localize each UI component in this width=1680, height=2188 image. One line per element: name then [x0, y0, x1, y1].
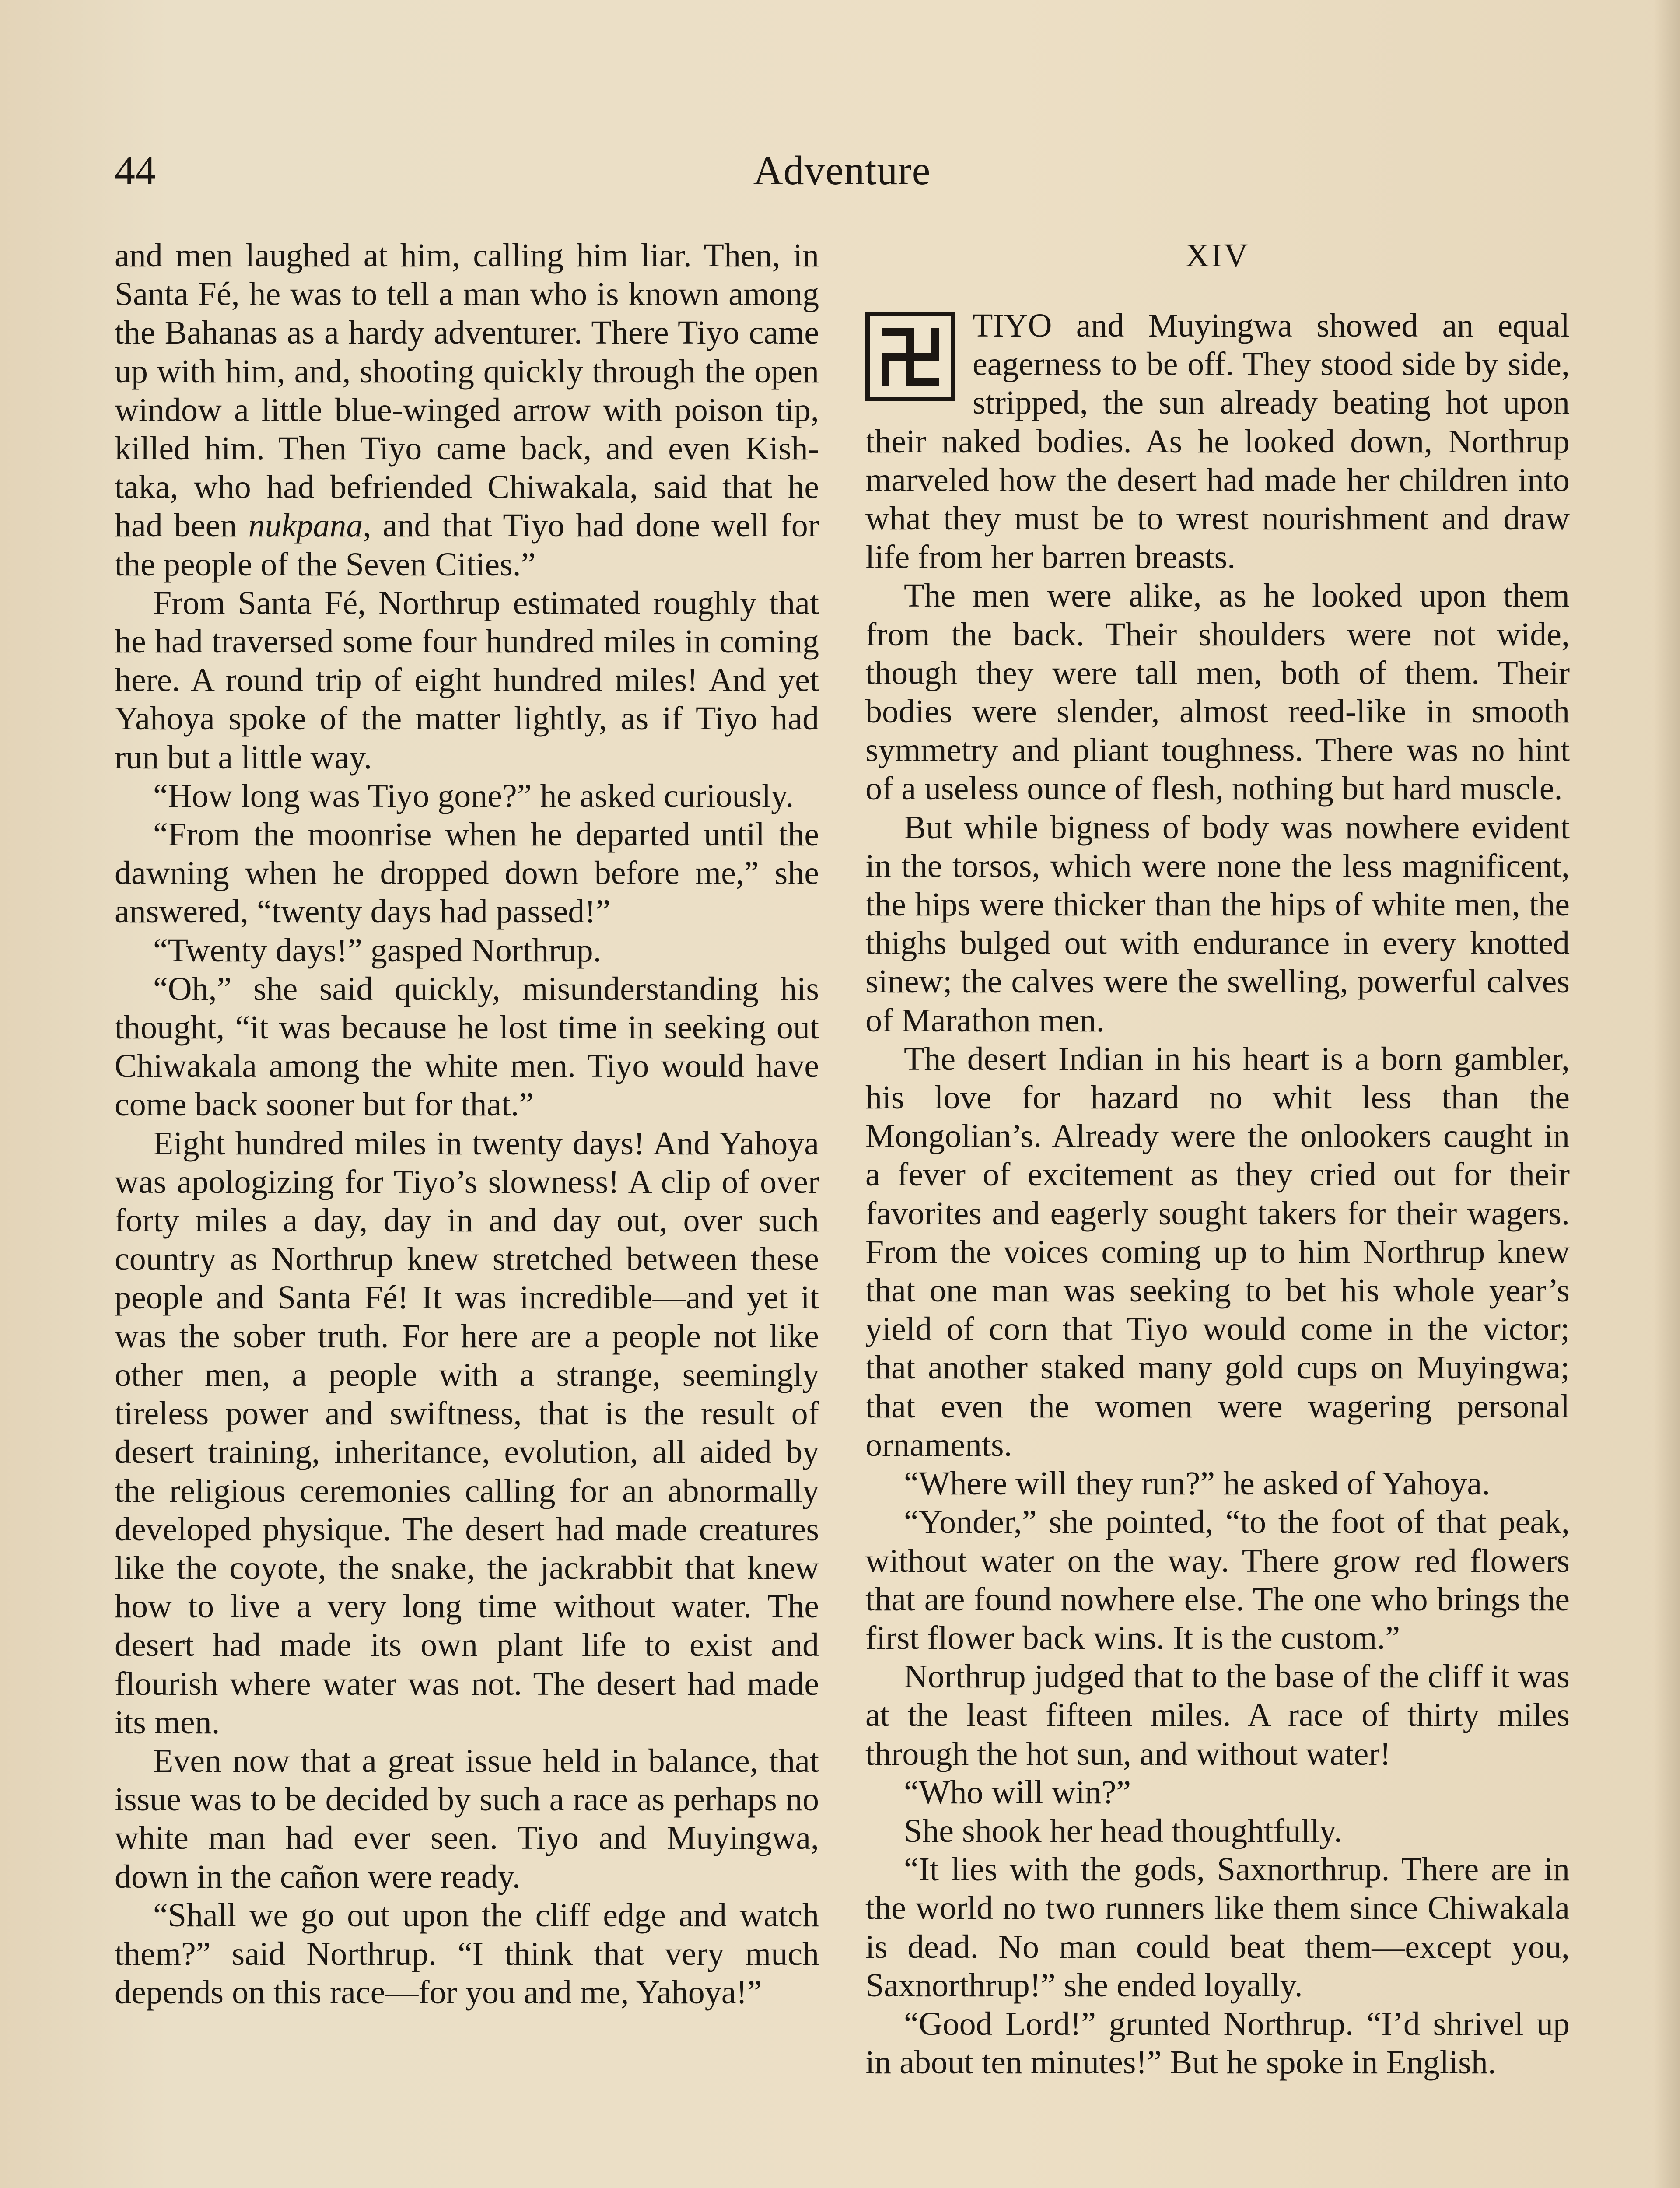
paragraph: She shook her head thoughtfully.	[904, 1812, 1342, 1849]
paragraph	[115, 236, 819, 584]
paragraph	[865, 306, 1570, 576]
paragraph: “Who will win?”	[904, 1774, 1131, 1811]
paragraph: Northrup judged that to the base of the cliff it was at the least fifteen miles. A race of thirty miles through the hot sun, and without water!	[865, 1658, 1570, 1772]
paragraph: “Yonder,” she pointed, “to the foot of that peak, without water on the way. There grow red flowers that are found nowhere else. The one who brings the first flower back wins. It is the custom.”	[865, 1504, 1570, 1656]
paragraph: From Santa Fé, Northrup estimated roughly that he had traversed some four hundred miles in coming here. A round trip of eight hundred miles! And yet Yahoya spoke of the matter lightly, as if Tiyo had run but a little way.	[115, 584, 819, 776]
paragraph: Eight hundred miles in twenty days! And Yahoya was apologizing for Tiyo’s slowness! A clip of over forty miles a day, day in and day out, over such country as Northrup knew stretched between these people and Santa Fé! It was incredible—and yet it was the sober truth. For here are a people not like other men, a people with a strange, seemingly tireless power and swiftness, that is the result of desert training, inheritance, evolution, all aided by the religious ceremonies calling for an abnormally developed physique. The desert had made creatures like the coyote, the snake, the jackrabbit that knew how to live a very long time without water. The desert had made its own plant life to exist and flourish where water was not. The desert had made its men.	[115, 1125, 819, 1741]
paragraph: “Good Lord!” grunted Northrup. “I’d shrivel up in about ten minutes!” But he spoke in English.	[865, 2005, 1570, 2081]
paragraph-text: and men laughed at him, calling him liar. Then, in Santa Fé, he was to tell a man who is known among the Bahanas as a hardy adventurer. There Tiyo came up with him, and, shooting quickly through the open window a little blue-winged arrow with poison tip, killed him. Then Tiyo came back, and even Kish-taka, who had befriended Chiwakala, said that he had been	[115, 237, 819, 544]
left-column	[115, 236, 819, 2012]
paragraph: “Twenty days!” gasped Northrup.	[153, 932, 602, 969]
paragraph: “How long was Tiyo gone?” he asked curiously.	[153, 777, 794, 814]
right-column	[865, 236, 1570, 2082]
italic-word: nukpana	[248, 507, 363, 544]
paragraph: “From the moonrise when he departed until the dawning when he dropped down before me,” she answered, “twenty days had passed!”	[115, 816, 819, 930]
paragraph: “It lies with the gods, Saxnorthrup. There are in the world no two runners like them since Chiwakala is dead. No man could beat them—except you, Saxnorthrup!” she ended loyally.	[865, 1851, 1570, 2004]
swastika-dropcap-icon	[865, 312, 955, 401]
paragraph: The men were alike, as he looked upon them from the back. Their shoulders were not wide, though they were tall men, both of them. Their bodies were slender, almost reed-like in smooth symmetry and pliant toughness. There was no hint of a useless ounce of flesh, nothing but hard muscle.	[865, 577, 1570, 807]
paragraph-text-tail: , and that Tiyo had done well for the people of the Seven Cities.”	[115, 507, 819, 583]
page-header	[115, 142, 1569, 199]
paragraph: The desert Indian in his heart is a born gambler, his love for hazard no whit less than the Mongolian’s. Already were the onlookers caught in a fever of excitement as they cried out for their favorites and eagerly sought takers for their wagers. From the voices coming up to him Northrup knew that one man was seeking to bet his whole year’s yield of corn that Tiyo would come in the victor; that another staked many gold cups on Muyingwa; that even the women were wagering personal ornaments.	[865, 1040, 1570, 1463]
paragraph: Even now that a great issue held in balance, that issue was to be decided by such a race as perhaps no white man had ever seen. Tiyo and Muyingwa, down in the cañon were ready.	[115, 1742, 819, 1895]
chapter-number: XIV	[1185, 237, 1250, 274]
page-number: 44	[115, 148, 156, 193]
running-title: Adventure	[753, 148, 931, 193]
paragraph: “Where will they run?” he asked of Yahoya.	[904, 1465, 1491, 1502]
paragraph: But while bigness of body was nowhere evident in the torsos, which were none the less magnificent, the hips were thicker than the hips of white men, the thighs bulged out with endurance in every knotted sinew; the calves were the swelling, powerful calves of Marathon men.	[865, 809, 1570, 1039]
paragraph: “Shall we go out upon the cliff edge and watch them?” said Northrup. “I think that very much depends on this race—for you and me, Yahoya!”	[115, 1897, 819, 2011]
paragraph-text: TIYO and Muyingwa showed an equal eagerness to be off. They stood side by side, stripped, the sun already beating hot upon their naked bodies. As he looked down, Northrup marveled how the desert had made her children into what they must be to wrest nourishment and draw life from her barren breasts.	[865, 307, 1570, 576]
paragraph: “Oh,” she said quickly, misunderstanding his thought, “it was because he lost time in seeking out Chiwakala among the white men. Tiyo would have come back sooner but for that.”	[115, 970, 819, 1123]
